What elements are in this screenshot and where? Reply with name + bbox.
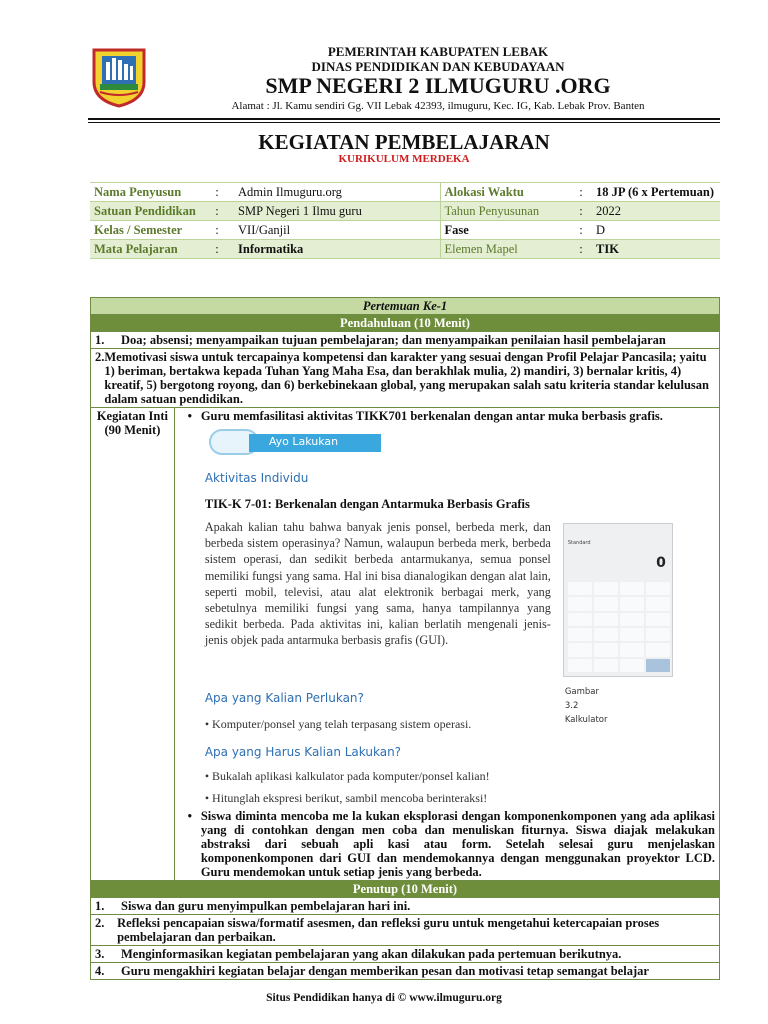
separator: :: [570, 221, 592, 240]
penutup-item: [91, 915, 720, 946]
letterhead: [88, 40, 720, 120]
calculator-image: [563, 523, 673, 677]
aktivitas-paragraph: Apakah kalian tahu bahwa banyak jenis ponsel, berbeda merk, dan berbeda sistem operasinya? Namun, walaupun berbeda merk, berbeda sistem operasi, dan sedikit berbeda antarmukanya, semua ponsel memiliki fungsi yang sama. Hal ini bisa dianalogikan dengan alat lain, seperti mobil, televisi, atau alat elektronik berbagai merk, yang sebetulnya memiliki fungsi yang sama, hanya tampilannya yang sedikit berbeda. Pada aktivitas ini, kalian berlatih mengenali jenis-jenis objek pada antarmuka berbasis grafis (GUI).: [204, 520, 551, 648]
aktivitas-heading: Aktivitas Individu: [204, 471, 309, 485]
fase-value: D: [592, 221, 720, 240]
lakukan-item-1: • Bukalah aplikasi kalkulator pada komputer/ponsel kalian!: [204, 769, 490, 783]
item-number: 3.: [95, 947, 105, 961]
header-line-2: DINAS PENDIDIKAN DAN KEBUDAYAAN: [311, 59, 565, 74]
separator: :: [200, 183, 234, 202]
separator: :: [200, 240, 234, 259]
book-excerpt: [204, 427, 666, 805]
pendahuluan-header: Pendahuluan (10 Menit): [91, 315, 720, 332]
item-number: 2.: [95, 916, 105, 930]
item-number: 1.: [95, 899, 105, 913]
fase-label: Fase: [440, 221, 570, 240]
mapel-value: Informatika: [234, 240, 440, 259]
bullet-icon: •: [187, 809, 193, 823]
ayo-lakukan-label: Ayo Lakukan: [268, 435, 339, 448]
kegiatan-inti-content: [174, 408, 719, 881]
separator: :: [570, 240, 592, 259]
item-number: 4.: [95, 964, 105, 978]
kegiatan-inti-label: Kegiatan Inti (90 Menit): [91, 408, 175, 881]
identity-table: [90, 182, 720, 259]
penyusun-value: Admin Ilmuguru.org: [234, 183, 440, 202]
separator: :: [200, 221, 234, 240]
alokasi-label: Alokasi Waktu: [440, 183, 570, 202]
lakukan-item-2: • Hitunglah ekspresi berikut, sambil mencoba berinteraksi!: [204, 791, 488, 805]
penutup-item: [91, 898, 720, 915]
calculator-display: 0: [656, 555, 666, 571]
elemen-label: Elemen Mapel: [440, 240, 570, 259]
perlukan-item: • Komputer/ponsel yang telah terpasang sistem operasi.: [204, 717, 472, 731]
header-line-1: PEMERINTAH KABUPATEN LEBAK: [327, 44, 549, 59]
satuan-label: Satuan Pendidikan: [90, 202, 200, 221]
item-text: Memotivasi siswa untuk tercapainya kompetensi dan karakter yang sesuai dengan Profil Pelajar Pancasila; yaitu 1) beriman, bertakwa kepada Tuhan Yang Maha Esa, dan berakhlak mulia, 2) mandiri, 3) bernalar kritis, 4) kreatif, 5) bergotong royong, dan 6) berkebinekaan global, yang merupakan salah satu kriteria standar kelulusan dalam satuan pendidikan.: [104, 350, 709, 406]
pertemuan-header: Pertemuan Ke-1: [91, 298, 720, 315]
header-divider-thin: [88, 122, 720, 123]
kelas-value: VII/Ganjil: [234, 221, 440, 240]
inti-bullet-2: [179, 809, 715, 879]
penyusun-label: Nama Penyusun: [90, 183, 200, 202]
item-text: Siswa dan guru menyimpulkan pembelajaran hari ini.: [121, 899, 411, 913]
calculator-keypad: [568, 582, 670, 672]
item-text: Doa; absensi; menyampaikan tujuan pembelajaran; dan menyampaikan penilaian hasil pembelajaran: [121, 333, 666, 347]
alokasi-value: 18 JP (6 x Pertemuan): [592, 183, 720, 202]
penutup-item: [91, 946, 720, 963]
penutup-header: Penutup (10 Menit): [91, 881, 720, 898]
calculator-caption: Gambar 3.2 Kalkulator: [564, 687, 608, 725]
perlukan-heading: Apa yang Kalian Perlukan?: [204, 691, 364, 705]
page-footer: Situs Pendidikan hanya di © www.ilmuguru.org: [266, 992, 502, 1004]
item-text: Guru mengakhiri kegiatan belajar dengan memberikan pesan dan motivasi tetap semangat belajar: [121, 964, 649, 978]
regency-logo: [90, 46, 148, 108]
inti-bullet-1: [179, 409, 715, 423]
tahun-value: 2022: [592, 202, 720, 221]
item-number: 1.: [95, 333, 105, 347]
elemen-value: TIK: [592, 240, 720, 259]
tahun-label: Tahun Penyusunan: [440, 202, 570, 221]
pendahuluan-item: [91, 349, 720, 408]
separator: :: [200, 202, 234, 221]
pendahuluan-item: [91, 332, 720, 349]
mapel-label: Mata Pelajaran: [90, 240, 200, 259]
kelas-label: Kelas / Semester: [90, 221, 200, 240]
satuan-value: SMP Negeri 1 Ilmu guru: [234, 202, 440, 221]
lakukan-heading: Apa yang Harus Kalian Lakukan?: [204, 745, 402, 759]
penutup-item: [91, 963, 720, 980]
inti-bullet-1-text: Guru memfasilitasi aktivitas TIKK701 berkenalan dengan antar muka berbasis grafis.: [200, 409, 663, 423]
separator: :: [570, 202, 592, 221]
item-text: Menginformasikan kegiatan pembelajaran yang akan dilakukan pada pertemuan berikutnya.: [121, 947, 622, 961]
bullet-icon: •: [187, 409, 193, 423]
school-name: SMP NEGERI 2 ILMUGURU .ORG: [265, 73, 611, 98]
item-text: Refleksi pencapaian siswa/formatif asesmen, dan refleksi guru untuk mengetahui ketercapaian proses pembelajaran dan perbaikan.: [117, 916, 660, 944]
header-divider: [88, 118, 720, 120]
school-address: Alamat : Jl. Kamu sendiri Gg. VII Lebak 42393, ilmuguru, Kec. IG, Kab. Lebak Prov. Banten: [231, 100, 645, 112]
aktivitas-title: TIK-K 7-01: Berkenalan dengan Antarmuka Berbasis Grafis: [204, 497, 530, 511]
separator: :: [570, 183, 592, 202]
activity-table: [90, 297, 720, 980]
inti-bullet-2-text: Siswa diminta mencoba me la kukan eksplorasi dengan komponenkomponen yang ada aplikasi yang di contohkan dengan men coba dan menuliskan fiturnya. Siswa diajak melakukan abstraksi dari sebuah apli kasi atau form. Setelah selesai guru menjelaskan komponenkomponen dari GUI dan mendemokannya dengan menggunakan proyektor LCD. Guru mendemokan untuk setiap jenis yang berbeda.: [200, 809, 715, 879]
ayo-lakukan-banner: [209, 427, 381, 457]
calculator-mode: Standard: [567, 540, 591, 546]
document-subtitle: KURIKULUM MERDEKA: [338, 153, 470, 165]
item-number: 2.: [95, 350, 105, 364]
document-title: KEGIATAN PEMBELAJARAN: [258, 130, 550, 154]
